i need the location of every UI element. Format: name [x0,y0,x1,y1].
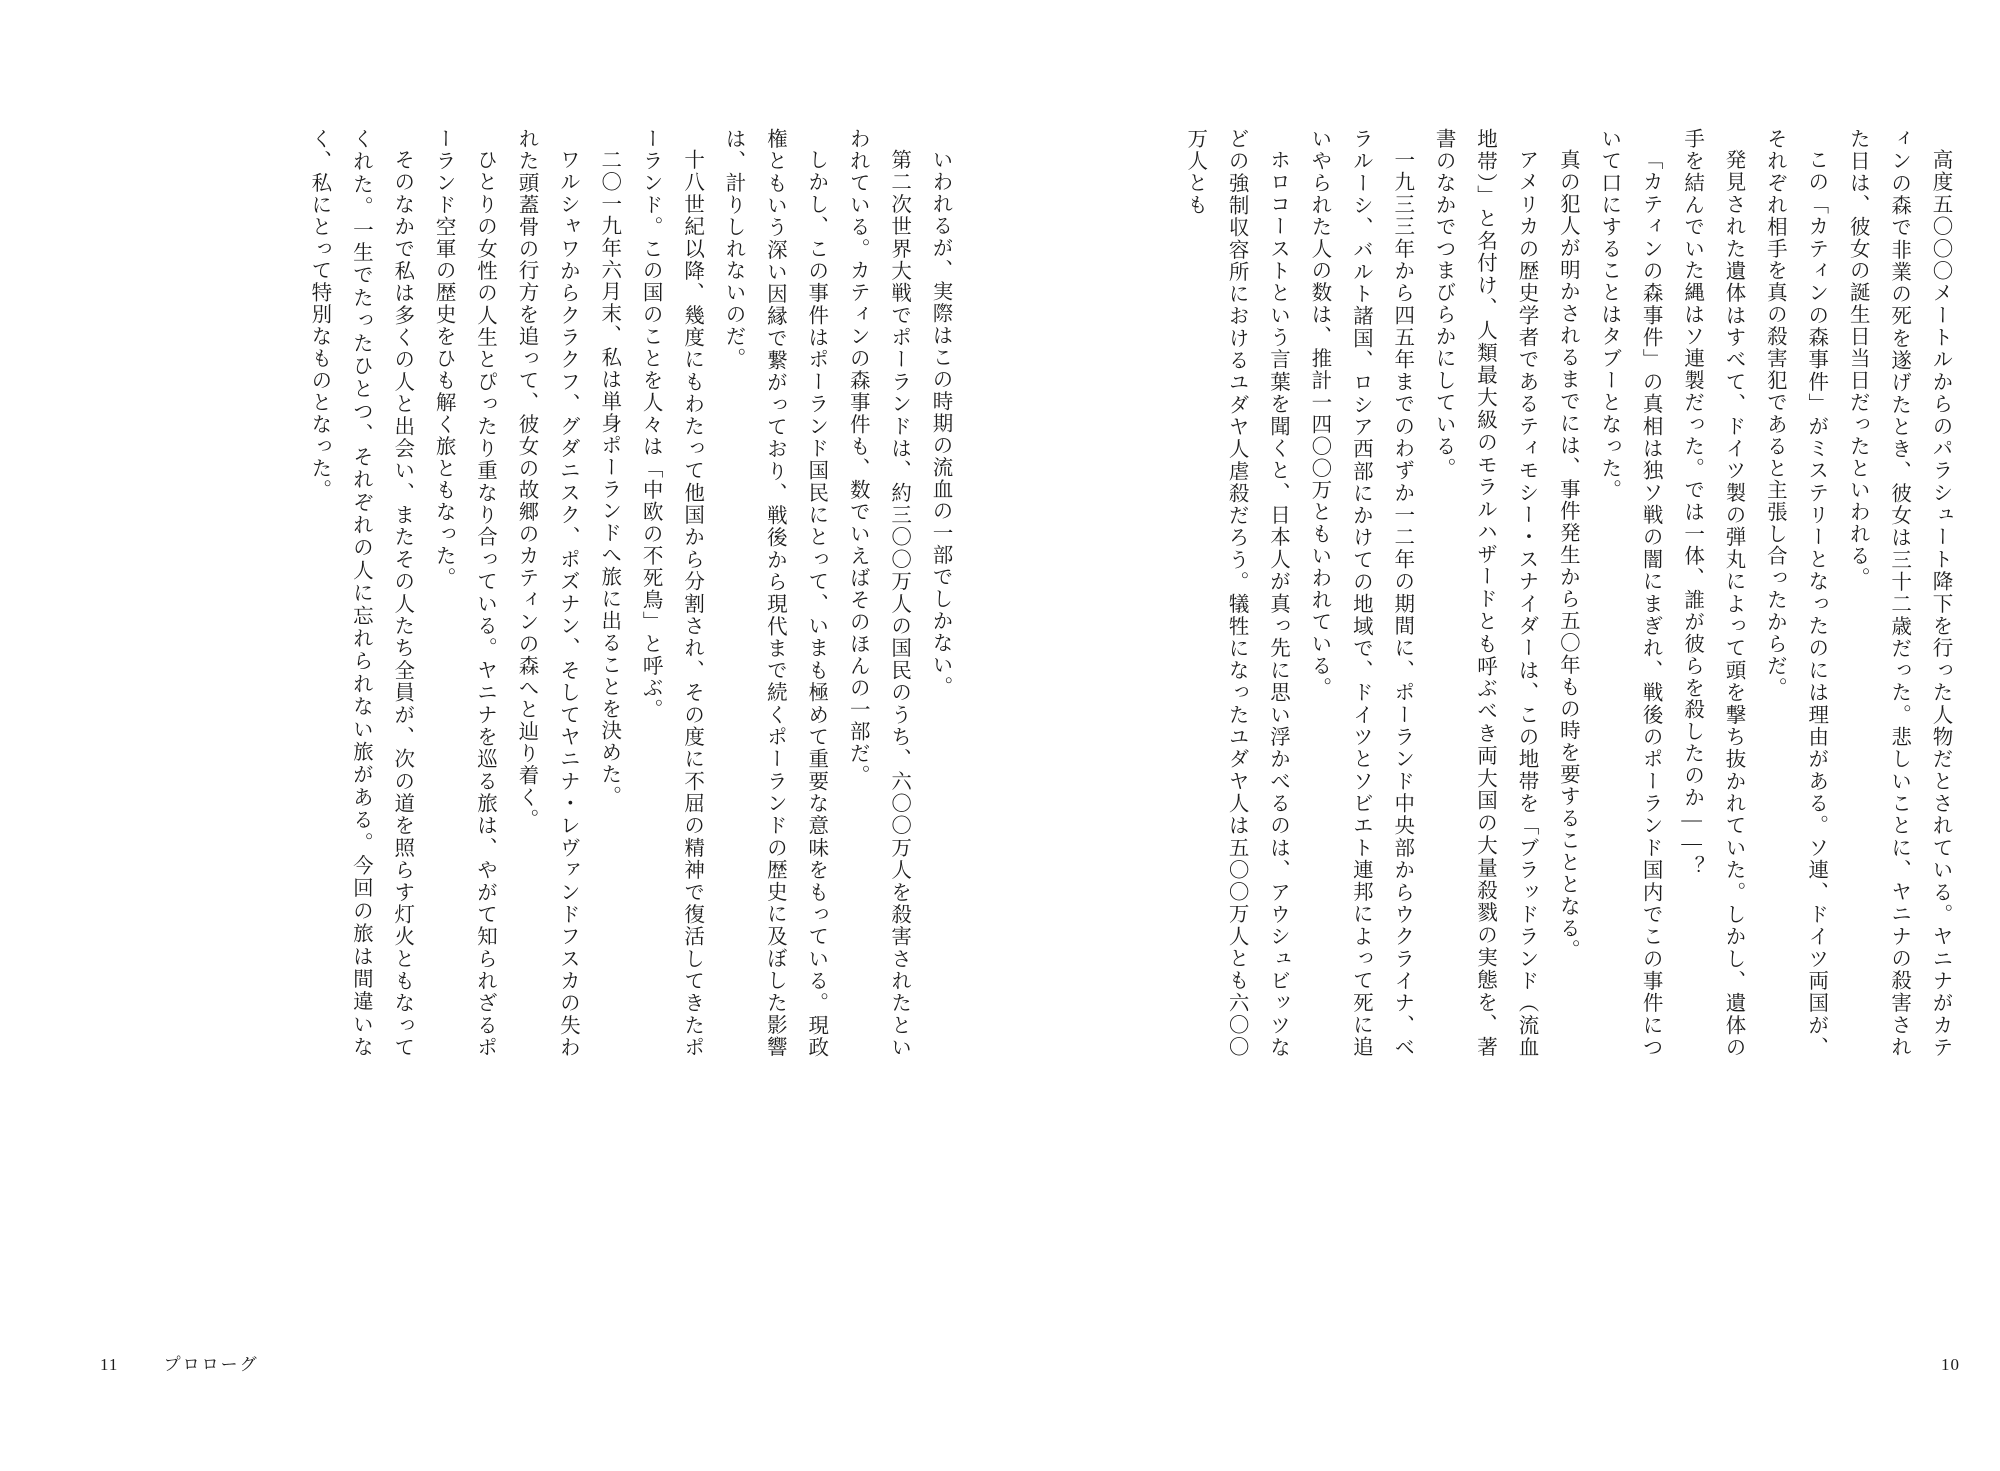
paragraph: ひとりの女性の人生とぴったり重なり合っている。ヤニナを巡る旅は、やがて知られざるポーランド空軍の歴史をひも解く旅ともなった。 [432,128,496,1058]
paragraph: 二〇一九年六月末、私は単身ポーランドへ旅に出ることを決めた。 [597,148,620,807]
paragraph: アメリカの歴史学者であるティモシー・スナイダーは、この地帯を「ブラッドランド（流血地帯）」と名付け、人類最大級のモラルハザードとも呼ぶべき両大国の大量殺戮の実態を、著書のなかでつまびらかにしている。 [1432,128,1537,1058]
paragraph: ワルシャワからクラクフ、グダニスク、ポズナン、そしてヤニナ・レヴァンドフスカの失われた頭蓋骨の行方を追って、彼女の故郷のカティンの森へと辿り着く。 [514,128,579,1058]
paragraph: しかし、この事件はポーランド国民にとって、いまも極めて重要な意味をもっている。現政権ともいう深い因縁で繋がっており、戦後から現代まで続くポーランドの歴史に及ぼした影響は、計りしれないのだ。 [721,128,827,1058]
page-number: 11 [100,1355,119,1374]
paragraph: 第二次世界大戦でポーランドは、約三〇〇万人の国民のうち、六〇〇万人を殺害されたといわれている。カティンの森事件も、数でいえばそのほんの一部だ。 [846,128,910,1058]
paragraph: 発見された遺体はすべて、ドイツ製の弾丸によって頭を撃ち抜かれていた。しかし、遺体の手を結んでいた縄はソ連製だった。では一体、誰が彼らを殺したのか——？ [1680,128,1744,1058]
paragraph: そのなかで私は多くの人と出会い、またその人たち全員が、次の道を照らす灯火ともなってくれた。一生でたったひとつ、それぞれの人に忘れられない旅がある。今回の旅は間違いなく、私にとって特別なものとなった。 [307,128,413,1058]
paragraph: 十八世紀以降、幾度にもわたって他国から分割され、その度に不屈の精神で復活してきたポーランド。この国のことを人々は「中欧の不死鳥」と呼ぶ。 [639,128,703,1058]
paragraph: 高度五〇〇〇メートルからのパラシュート降下を行った人物だとされている。ヤニナがカティンの森で非業の死を遂げたとき、彼女は三十二歳だった。悲しいことに、ヤニナの殺害された日は、彼女の誕生日当日だったといわれる。 [1846,128,1951,1058]
paragraph: いわれるが、実際はこの時期の流血の一部でしかない。 [929,148,951,698]
paragraph: 「カティンの森事件」の真相は独ソ戦の闇にまぎれ、戦後のポーランド国内でこの事件について口にすることはタブーとなった。 [1597,128,1662,1058]
folio-left [100,1350,259,1375]
page-right [1000,0,2000,1471]
page-right-textblock [1060,128,1960,1058]
paragraph: ホロコーストという言葉を聞くと、日本人が真っ先に思い浮かべるのは、アウシュビッツなどの強制収容所におけるユダヤ人虐殺だろう。犠牲になったユダヤ人は五〇〇万人とも六〇〇万人とも [1183,128,1289,1058]
folio-right [1941,1355,1960,1375]
page-number: 10 [1941,1355,1960,1374]
page-left-textblock [60,128,960,1058]
paragraph: 真の犯人が明かされるまでには、事件発生から五〇年もの時を要することとなる。 [1556,148,1579,961]
running-head-label: プロローグ [163,1355,259,1374]
paragraph: この「カティンの森事件」がミステリーとなったのには理由がある。ソ連、ドイツ両国が、それぞれ相手を真の殺害犯であると主張し合ったからだ。 [1763,128,1827,1058]
paragraph: 一九三三年から四五年までのわずか一二年の期間に、ポーランド中央部からウクライナ、ベラルーシ、バルト諸国、ロシア西部にかけての地域で、ドイツとソビエト連邦によって死に追いやられた人の数は、推計一四〇〇万ともいわれている。 [1307,128,1413,1058]
